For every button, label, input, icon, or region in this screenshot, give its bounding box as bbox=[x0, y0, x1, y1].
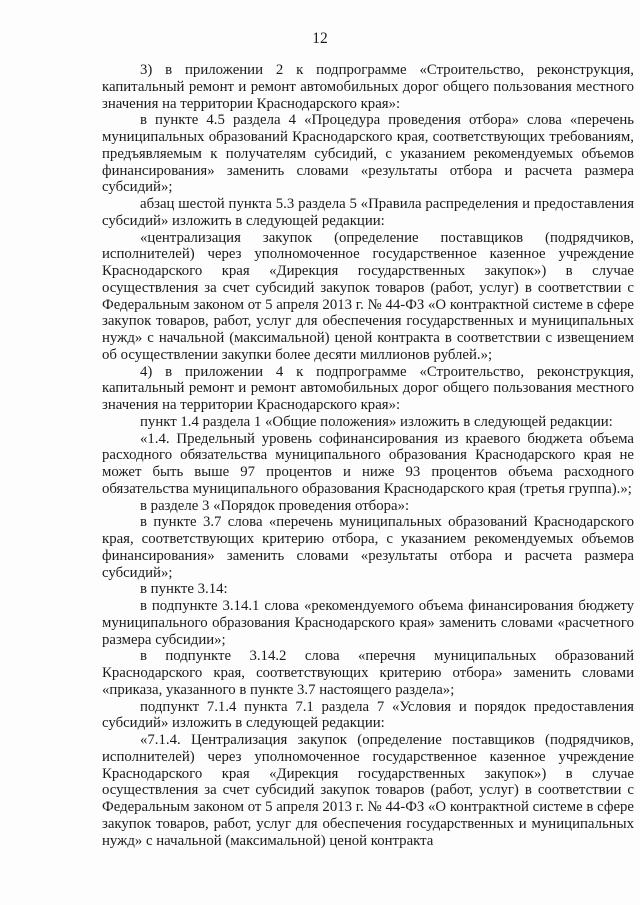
paragraph: подпункт 7.1.4 пункта 7.1 раздела 7 «Условия и порядок предоставления субсидий» изложить в следующей редакции: bbox=[102, 698, 634, 732]
paragraph: 3) в приложении 2 к подпрограмме «Строительство, реконструкция, капитальный ремонт и ремонт автомобильных дорог общего пользования местного значения на территории Краснодарского края»: bbox=[102, 62, 634, 112]
paragraph: в пункте 3.14: bbox=[140, 581, 228, 598]
paragraph: в разделе 3 «Порядок проведения отбора»: bbox=[140, 497, 410, 514]
paragraph: в пункте 4.5 раздела 4 «Процедура проведения отбора» слова «перечень муниципальных образований Краснодарского края, соответствующих требованиям, предъявляемым к получателям субсидий, с указанием рекомендуемых объемов финансирования» заменить словами «результаты отбора и расчета размера субсидий»; bbox=[102, 112, 634, 196]
paragraph: «1.4. Предельный уровень софинансирования из краевого бюджета объема расходного обязательства муниципального образования Краснодарского края не может быть выше 97 процентов и ниже 93 процентов объема расходного обязательства муниципального образования Краснодарского края (третья группа).»; bbox=[102, 430, 634, 497]
paragraph: в подпункте 3.14.1 слова «рекомендуемого объема финансирования бюджету муниципального образования Краснодарского края» заменить словами «расчетного размера субсидии»; bbox=[102, 598, 634, 648]
paragraph: пункт 1.4 раздела 1 «Общие положения» изложить в следующей редакции: bbox=[140, 413, 613, 430]
paragraph: 4) в приложении 4 к подпрограмме «Строительство, реконструкция, капитальный ремонт и ремонт автомобильных дорог общего пользования местного значения на территории Краснодарского края»: bbox=[102, 363, 634, 413]
paragraph: «7.1.4. Централизация закупок (определение поставщиков (подрядчиков, исполнителей) через уполномоченное государственное казенное учреждение Краснодарского края «Дирекция государственных закупок») в случае осуществления за счет субсидий закупок товаров (работ, услуг) в соответствии с Федеральным законом от 5 апреля 2013 г. № 44-ФЗ «О контрактной системе в сфере закупок товаров, работ, услуг для обеспечения государственных и муниципальных нужд» с начальной (максимальной) ценой контракта bbox=[102, 732, 634, 849]
paragraph: в подпункте 3.14.2 слова «перечня муниципальных образований Краснодарского края, соответствующих критерию отбора» заменить словами «приказа, указанного в пункте 3.7 настоящего раздела»; bbox=[102, 648, 634, 698]
paragraph: абзац шестой пункта 5.3 раздела 5 «Правила распределения и предоставления субсидий» изложить в следующей редакции: bbox=[102, 196, 634, 229]
paragraph: «централизация закупок (определение поставщиков (подрядчиков, исполнителей) через уполномоченное государственное казенное учреждение Краснодарского края «Дирекция государственных закупок») в случае осуществления за счет субсидий закупок товаров (работ, услуг) в соответствии с Федеральным законом от 5 апреля 2013 г. № 44-ФЗ «О контрактной системе в сфере закупок товаров, работ, услуг для обеспечения государственных и муниципальных нужд» с начальной (максимальной) ценой контракта в соответствии с извещением об осуществлении закупки более десяти миллионов рублей.»; bbox=[102, 229, 634, 363]
page-number: 12 bbox=[312, 30, 328, 47]
paragraph: в пункте 3.7 слова «перечень муниципальных образований Краснодарского края, соответствующих критерию отбора, с указанием рекомендуемых объемов финансирования» заменить словами «результаты отбора и расчета размера субсидий»; bbox=[102, 514, 634, 581]
document-body bbox=[102, 62, 634, 849]
